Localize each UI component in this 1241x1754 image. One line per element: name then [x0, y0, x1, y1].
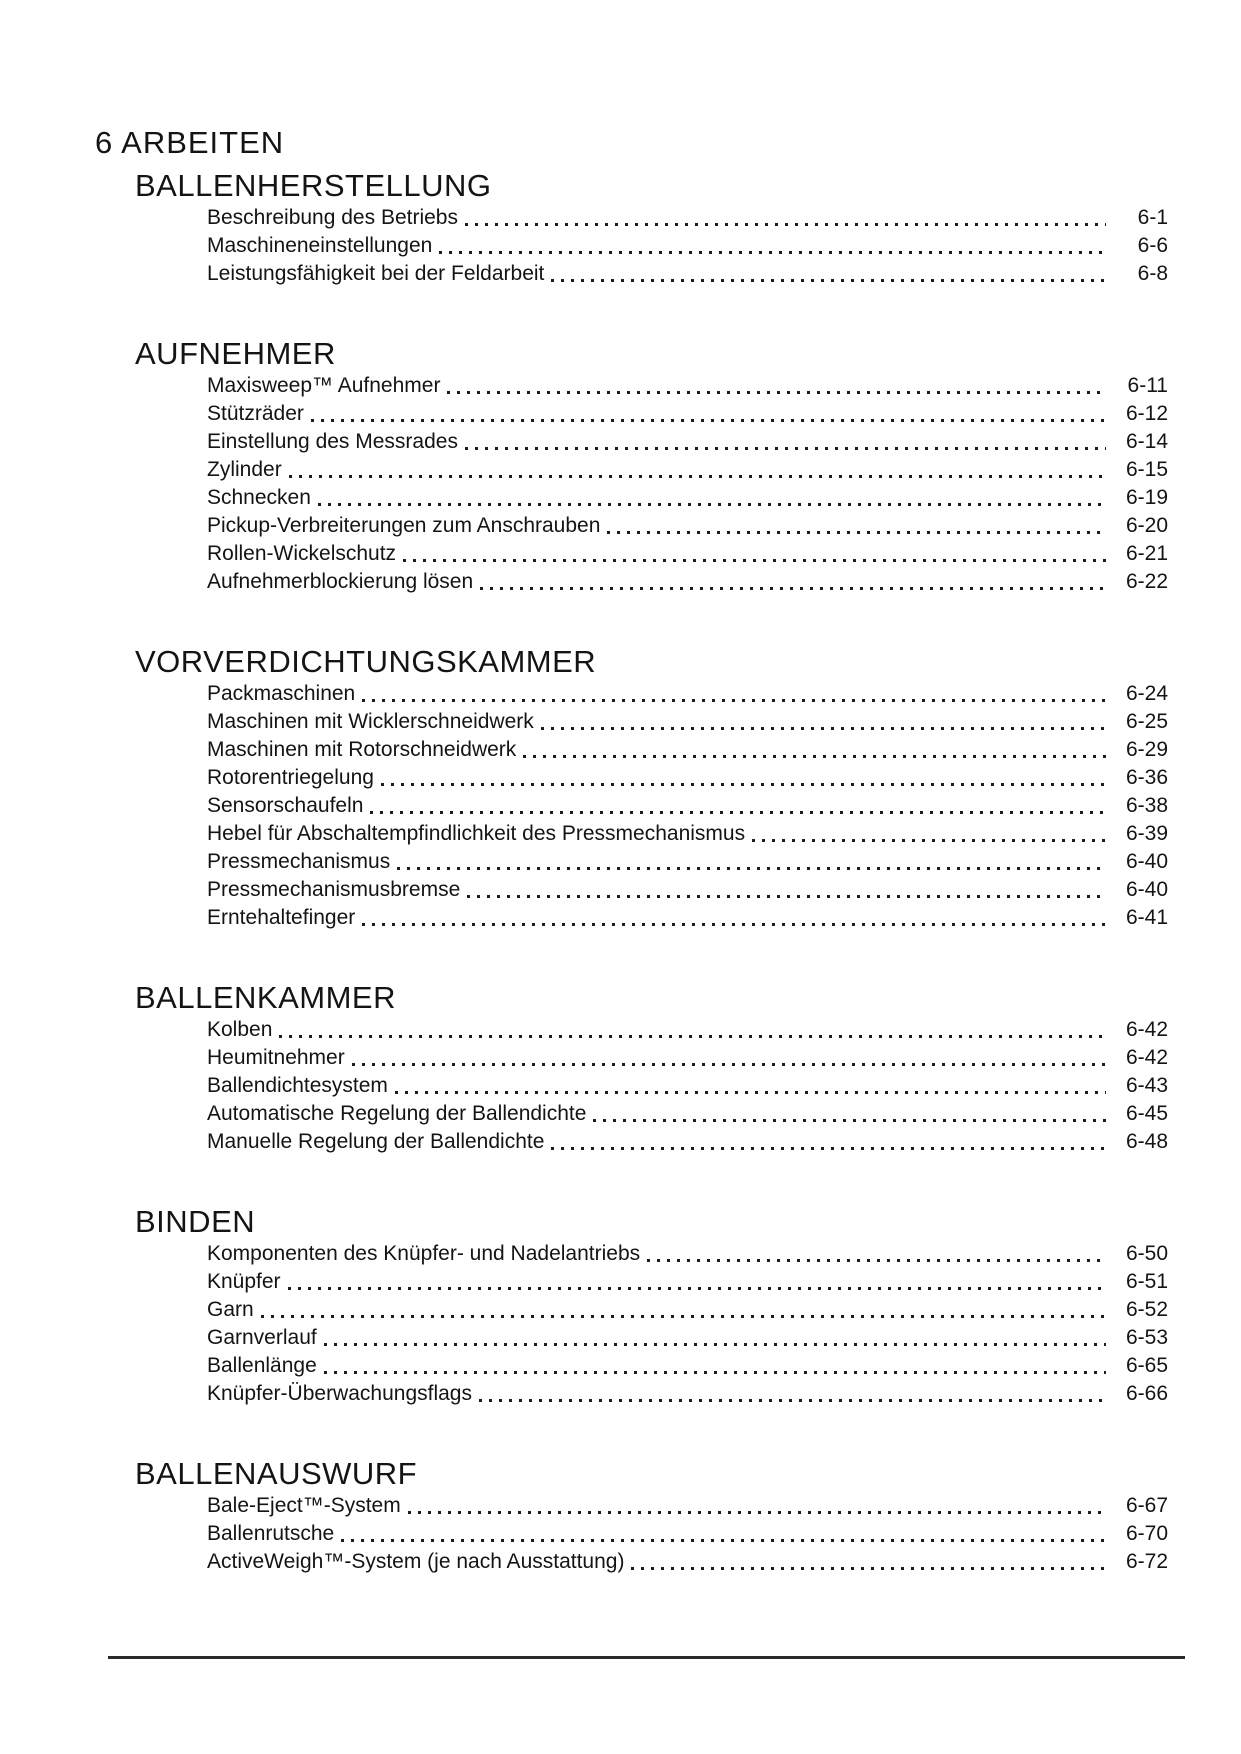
entry-label: Ballenrutsche: [207, 1522, 335, 1545]
entry-page-number: 6-29: [1125, 738, 1168, 761]
toc-section: [95, 336, 1168, 596]
toc-entry[interactable]: [207, 708, 1168, 736]
dot-leader: [647, 1259, 1106, 1262]
section-entries: [207, 204, 1168, 288]
entry-page-number: 6-15: [1125, 458, 1168, 481]
entry-page-number: 6-70: [1125, 1522, 1168, 1545]
toc-entry[interactable]: [207, 1072, 1168, 1100]
entry-label: Garnverlauf: [207, 1326, 317, 1349]
entry-page-number: 6-20: [1125, 514, 1168, 537]
entry-label: Pressmechanismusbremse: [207, 878, 461, 901]
dot-leader: [324, 1371, 1106, 1374]
toc-entry[interactable]: [207, 260, 1168, 288]
chapter-title: 6 ARBEITEN: [95, 125, 285, 160]
section-title: AUFNEHMER: [135, 336, 336, 371]
entry-label: Beschreibung des Betriebs: [207, 206, 458, 229]
section-title: BINDEN: [135, 1204, 256, 1239]
entry-page-number: 6-67: [1125, 1494, 1168, 1517]
dot-leader: [370, 811, 1106, 814]
entry-label: Stützräder: [207, 402, 304, 425]
entry-label: Zylinder: [207, 458, 282, 481]
dot-leader: [631, 1567, 1106, 1570]
entry-page-number: 6-38: [1125, 794, 1168, 817]
entry-label: Knüpfer: [207, 1270, 281, 1293]
dot-leader: [381, 783, 1106, 786]
toc-entry[interactable]: [207, 1296, 1168, 1324]
dot-leader: [465, 447, 1106, 450]
entry-label: Automatische Regelung der Ballendichte: [207, 1102, 587, 1125]
dot-leader: [362, 699, 1106, 702]
entry-label: Schnecken: [207, 486, 311, 509]
dot-leader: [607, 531, 1106, 534]
toc-section: [95, 1456, 1168, 1576]
entry-page-number: 6-14: [1125, 430, 1168, 453]
toc-entry[interactable]: [207, 1492, 1168, 1520]
entry-page-number: 6-52: [1125, 1298, 1168, 1321]
entry-page-number: 6-39: [1125, 822, 1168, 845]
dot-leader: [551, 279, 1106, 282]
toc-entry[interactable]: [207, 736, 1168, 764]
toc-entry[interactable]: [207, 512, 1168, 540]
entry-label: Heumitnehmer: [207, 1046, 345, 1069]
entry-label: Ballendichtesystem: [207, 1074, 388, 1097]
toc-entry[interactable]: [207, 876, 1168, 904]
entry-label: Leistungsfähigkeit bei der Feldarbeit: [207, 262, 545, 285]
entry-page-number: 6-22: [1125, 570, 1168, 593]
entry-label: Pickup-Verbreiterungen zum Anschrauben: [207, 514, 601, 537]
section-entries: [207, 680, 1168, 932]
dot-leader: [479, 1399, 1106, 1402]
entry-page-number: 6-40: [1125, 878, 1168, 901]
toc-section: [95, 1204, 1168, 1408]
dot-leader: [541, 727, 1106, 730]
entry-label: Ballenlänge: [207, 1354, 317, 1377]
dot-leader: [397, 867, 1106, 870]
dot-leader: [752, 839, 1106, 842]
entry-label: Erntehaltefinger: [207, 906, 356, 929]
toc-entry[interactable]: [207, 1016, 1168, 1044]
entry-page-number: 6-36: [1125, 766, 1168, 789]
entry-page-number: 6-6: [1137, 234, 1168, 257]
toc-entry[interactable]: [207, 1128, 1168, 1156]
toc-entry[interactable]: [207, 680, 1168, 708]
dot-leader: [403, 559, 1106, 562]
toc-entry[interactable]: [207, 1100, 1168, 1128]
section-title: BALLENKAMMER: [135, 980, 396, 1015]
entry-label: Manuelle Regelung der Ballendichte: [207, 1130, 545, 1153]
dot-leader: [480, 587, 1106, 590]
entry-label: ActiveWeigh™-System (je nach Ausstattung): [207, 1550, 625, 1573]
entry-label: Hebel für Abschaltempfindlichkeit des Pressmechanismus: [207, 822, 746, 845]
entry-page-number: 6-19: [1125, 486, 1168, 509]
section-title: BALLENAUSWURF: [135, 1456, 418, 1491]
entry-page-number: 6-53: [1125, 1326, 1168, 1349]
entry-page-number: 6-48: [1125, 1130, 1168, 1153]
dot-leader: [341, 1539, 1106, 1542]
entry-label: Packmaschinen: [207, 682, 356, 705]
entry-page-number: 6-8: [1137, 262, 1168, 285]
entry-label: Bale-Eject™-System: [207, 1494, 401, 1517]
section-entries: [207, 1492, 1168, 1576]
toc-entry[interactable]: [207, 820, 1168, 848]
toc-section: [95, 644, 1168, 932]
entry-page-number: 6-66: [1125, 1382, 1168, 1405]
toc-entry[interactable]: [207, 372, 1168, 400]
dot-leader: [289, 475, 1106, 478]
dot-leader: [395, 1091, 1106, 1094]
entry-page-number: 6-25: [1125, 710, 1168, 733]
toc-entry[interactable]: [207, 764, 1168, 792]
toc-content: [95, 124, 1168, 1576]
entry-label: Maschinen mit Rotorschneidwerk: [207, 738, 517, 761]
dot-leader: [324, 1343, 1106, 1346]
toc-entry[interactable]: [207, 1268, 1168, 1296]
toc-section: [95, 980, 1168, 1156]
entry-label: Garn: [207, 1298, 254, 1321]
entry-label: Kolben: [207, 1018, 273, 1041]
entry-label: Aufnehmerblockierung lösen: [207, 570, 474, 593]
entry-label: Rollen-Wickelschutz: [207, 542, 397, 565]
dot-leader: [279, 1035, 1106, 1038]
entry-page-number: 6-12: [1125, 402, 1168, 425]
toc-entry[interactable]: [207, 540, 1168, 568]
dot-leader: [362, 923, 1106, 926]
toc-entry[interactable]: [207, 1240, 1168, 1268]
entry-page-number: 6-42: [1125, 1018, 1168, 1041]
section-entries: [207, 372, 1168, 596]
entry-page-number: 6-45: [1125, 1102, 1168, 1125]
entry-page-number: 6-40: [1125, 850, 1168, 873]
dot-leader: [318, 503, 1106, 506]
section-title: BALLENHERSTELLUNG: [135, 168, 492, 203]
section-entries: [207, 1240, 1168, 1408]
entry-page-number: 6-43: [1125, 1074, 1168, 1097]
entry-label: Rotorentriegelung: [207, 766, 374, 789]
entry-page-number: 6-1: [1137, 206, 1168, 229]
dot-leader: [593, 1119, 1106, 1122]
toc-entry[interactable]: [207, 232, 1168, 260]
dot-leader: [352, 1063, 1106, 1066]
toc-entry[interactable]: [207, 456, 1168, 484]
toc-sections: [95, 168, 1168, 1576]
dot-leader: [467, 895, 1106, 898]
entry-page-number: 6-65: [1125, 1354, 1168, 1377]
dot-leader: [288, 1287, 1106, 1290]
entry-page-number: 6-72: [1125, 1550, 1168, 1573]
toc-entry[interactable]: [207, 568, 1168, 596]
entry-label: Maschinen mit Wicklerschneidwerk: [207, 710, 534, 733]
section-title: VORVERDICHTUNGSKAMMER: [135, 644, 597, 679]
section-entries: [207, 1016, 1168, 1156]
toc-entry[interactable]: [207, 204, 1168, 232]
entry-page-number: 6-11: [1127, 374, 1168, 397]
toc-entry[interactable]: [207, 792, 1168, 820]
entry-label: Knüpfer-Überwachungsflags: [207, 1382, 472, 1405]
dot-leader: [465, 223, 1106, 226]
entry-label: Sensorschaufeln: [207, 794, 364, 817]
dot-leader: [439, 251, 1106, 254]
entry-page-number: 6-21: [1125, 542, 1168, 565]
entry-page-number: 6-41: [1125, 906, 1168, 929]
toc-entry[interactable]: [207, 1548, 1168, 1576]
dot-leader: [447, 391, 1106, 394]
toc-entry[interactable]: [207, 904, 1168, 932]
entry-label: Komponenten des Knüpfer- und Nadelantriebs: [207, 1242, 641, 1265]
toc-entry[interactable]: [207, 1352, 1168, 1380]
toc-entry[interactable]: [207, 1044, 1168, 1072]
entry-label: Pressmechanismus: [207, 850, 391, 873]
toc-entry[interactable]: [207, 400, 1168, 428]
entry-page-number: 6-51: [1125, 1270, 1168, 1293]
dot-leader: [311, 419, 1106, 422]
toc-entry[interactable]: [207, 428, 1168, 456]
entry-label: Maxisweep™ Aufnehmer: [207, 374, 441, 397]
toc-entry[interactable]: [207, 484, 1168, 512]
toc-entry[interactable]: [207, 1324, 1168, 1352]
dot-leader: [408, 1511, 1106, 1514]
entry-page-number: 6-42: [1125, 1046, 1168, 1069]
entry-page-number: 6-24: [1125, 682, 1168, 705]
dot-leader: [261, 1315, 1106, 1318]
toc-entry[interactable]: [207, 1380, 1168, 1408]
toc-section: [95, 168, 1168, 288]
entry-label: Einstellung des Messrades: [207, 430, 458, 453]
footer-divider: [108, 1656, 1185, 1659]
entry-label: Maschineneinstellungen: [207, 234, 433, 257]
entry-page-number: 6-50: [1125, 1242, 1168, 1265]
toc-entry[interactable]: [207, 848, 1168, 876]
toc-entry[interactable]: [207, 1520, 1168, 1548]
dot-leader: [551, 1147, 1106, 1150]
dot-leader: [523, 755, 1106, 758]
